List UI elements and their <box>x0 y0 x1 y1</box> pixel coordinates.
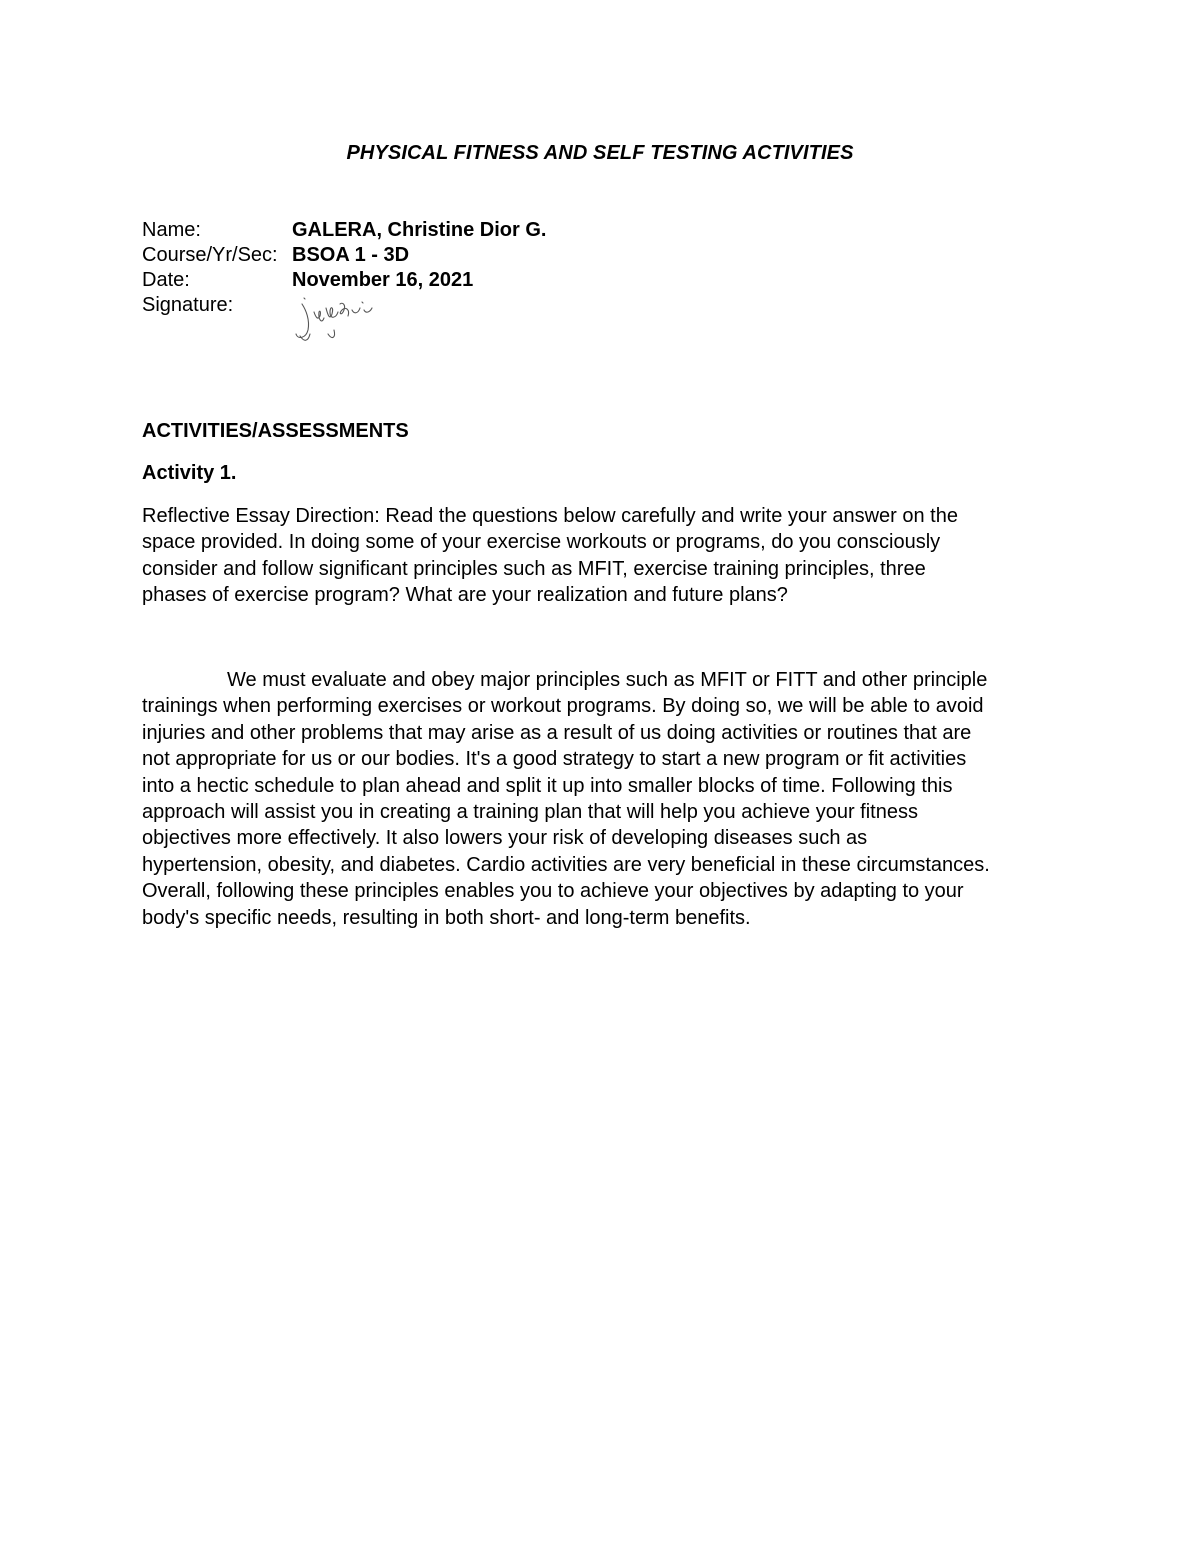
course-label: Course/Yr/Sec: <box>142 244 278 266</box>
essay-line: into a hectic schedule to plan ahead and split it up into smaller blocks of time. Following this <box>142 774 953 797</box>
signature-image <box>288 290 388 346</box>
essay-line: We must evaluate and obey major principles such as MFIT or FITT and other principle <box>227 669 988 691</box>
essay-line: Overall, following these principles enables you to achieve your objectives by adapting to your <box>142 880 964 903</box>
essay-line: not appropriate for us or our bodies. It's a good strategy to start a new program or fit activities <box>142 748 967 771</box>
section-heading: ACTIVITIES/ASSESSMENTS <box>142 420 409 442</box>
name-row <box>142 218 546 242</box>
question-line: consider and follow significant principles such as MFIT, exercise training principles, three <box>142 557 926 580</box>
document-title: PHYSICAL FITNESS AND SELF TESTING ACTIVITIES <box>346 142 854 164</box>
essay-line: hypertension, obesity, and diabetes. Cardio activities are very beneficial in these circumstances. <box>142 853 990 876</box>
essay-line: injuries and other problems that may arise as a result of us doing activities or routines that are <box>142 721 972 744</box>
essay-line: body's specific needs, resulting in both short- and long-term benefits. <box>142 906 751 929</box>
name-label: Name: <box>142 219 201 241</box>
question-line: Reflective Essay Direction: Read the questions below carefully and write your answer on the <box>142 505 958 527</box>
signature-row <box>142 293 292 317</box>
course-value: BSOA 1 - 3D <box>292 244 410 266</box>
date-value: November 16, 2021 <box>292 269 474 291</box>
question-line: phases of exercise program? What are your realization and future plans? <box>142 584 788 607</box>
date-label: Date: <box>142 269 190 291</box>
activity-heading: Activity 1. <box>142 462 237 484</box>
essay-paragraph <box>142 667 1082 931</box>
date-row <box>142 268 473 292</box>
course-row <box>142 243 409 267</box>
question-paragraph <box>142 503 1082 609</box>
essay-line: approach will assist you in creating a training plan that will help you achieve your fitness <box>142 801 918 824</box>
signature-label: Signature: <box>142 294 234 316</box>
name-value: GALERA, Christine Dior G. <box>292 219 547 241</box>
essay-line: objectives more effectively. It also lowers your risk of developing diseases such as <box>142 827 868 850</box>
essay-line: trainings when performing exercises or workout programs. By doing so, we will be able to avoid <box>142 695 984 718</box>
question-line: space provided. In doing some of your exercise workouts or programs, do you consciously <box>142 531 941 554</box>
